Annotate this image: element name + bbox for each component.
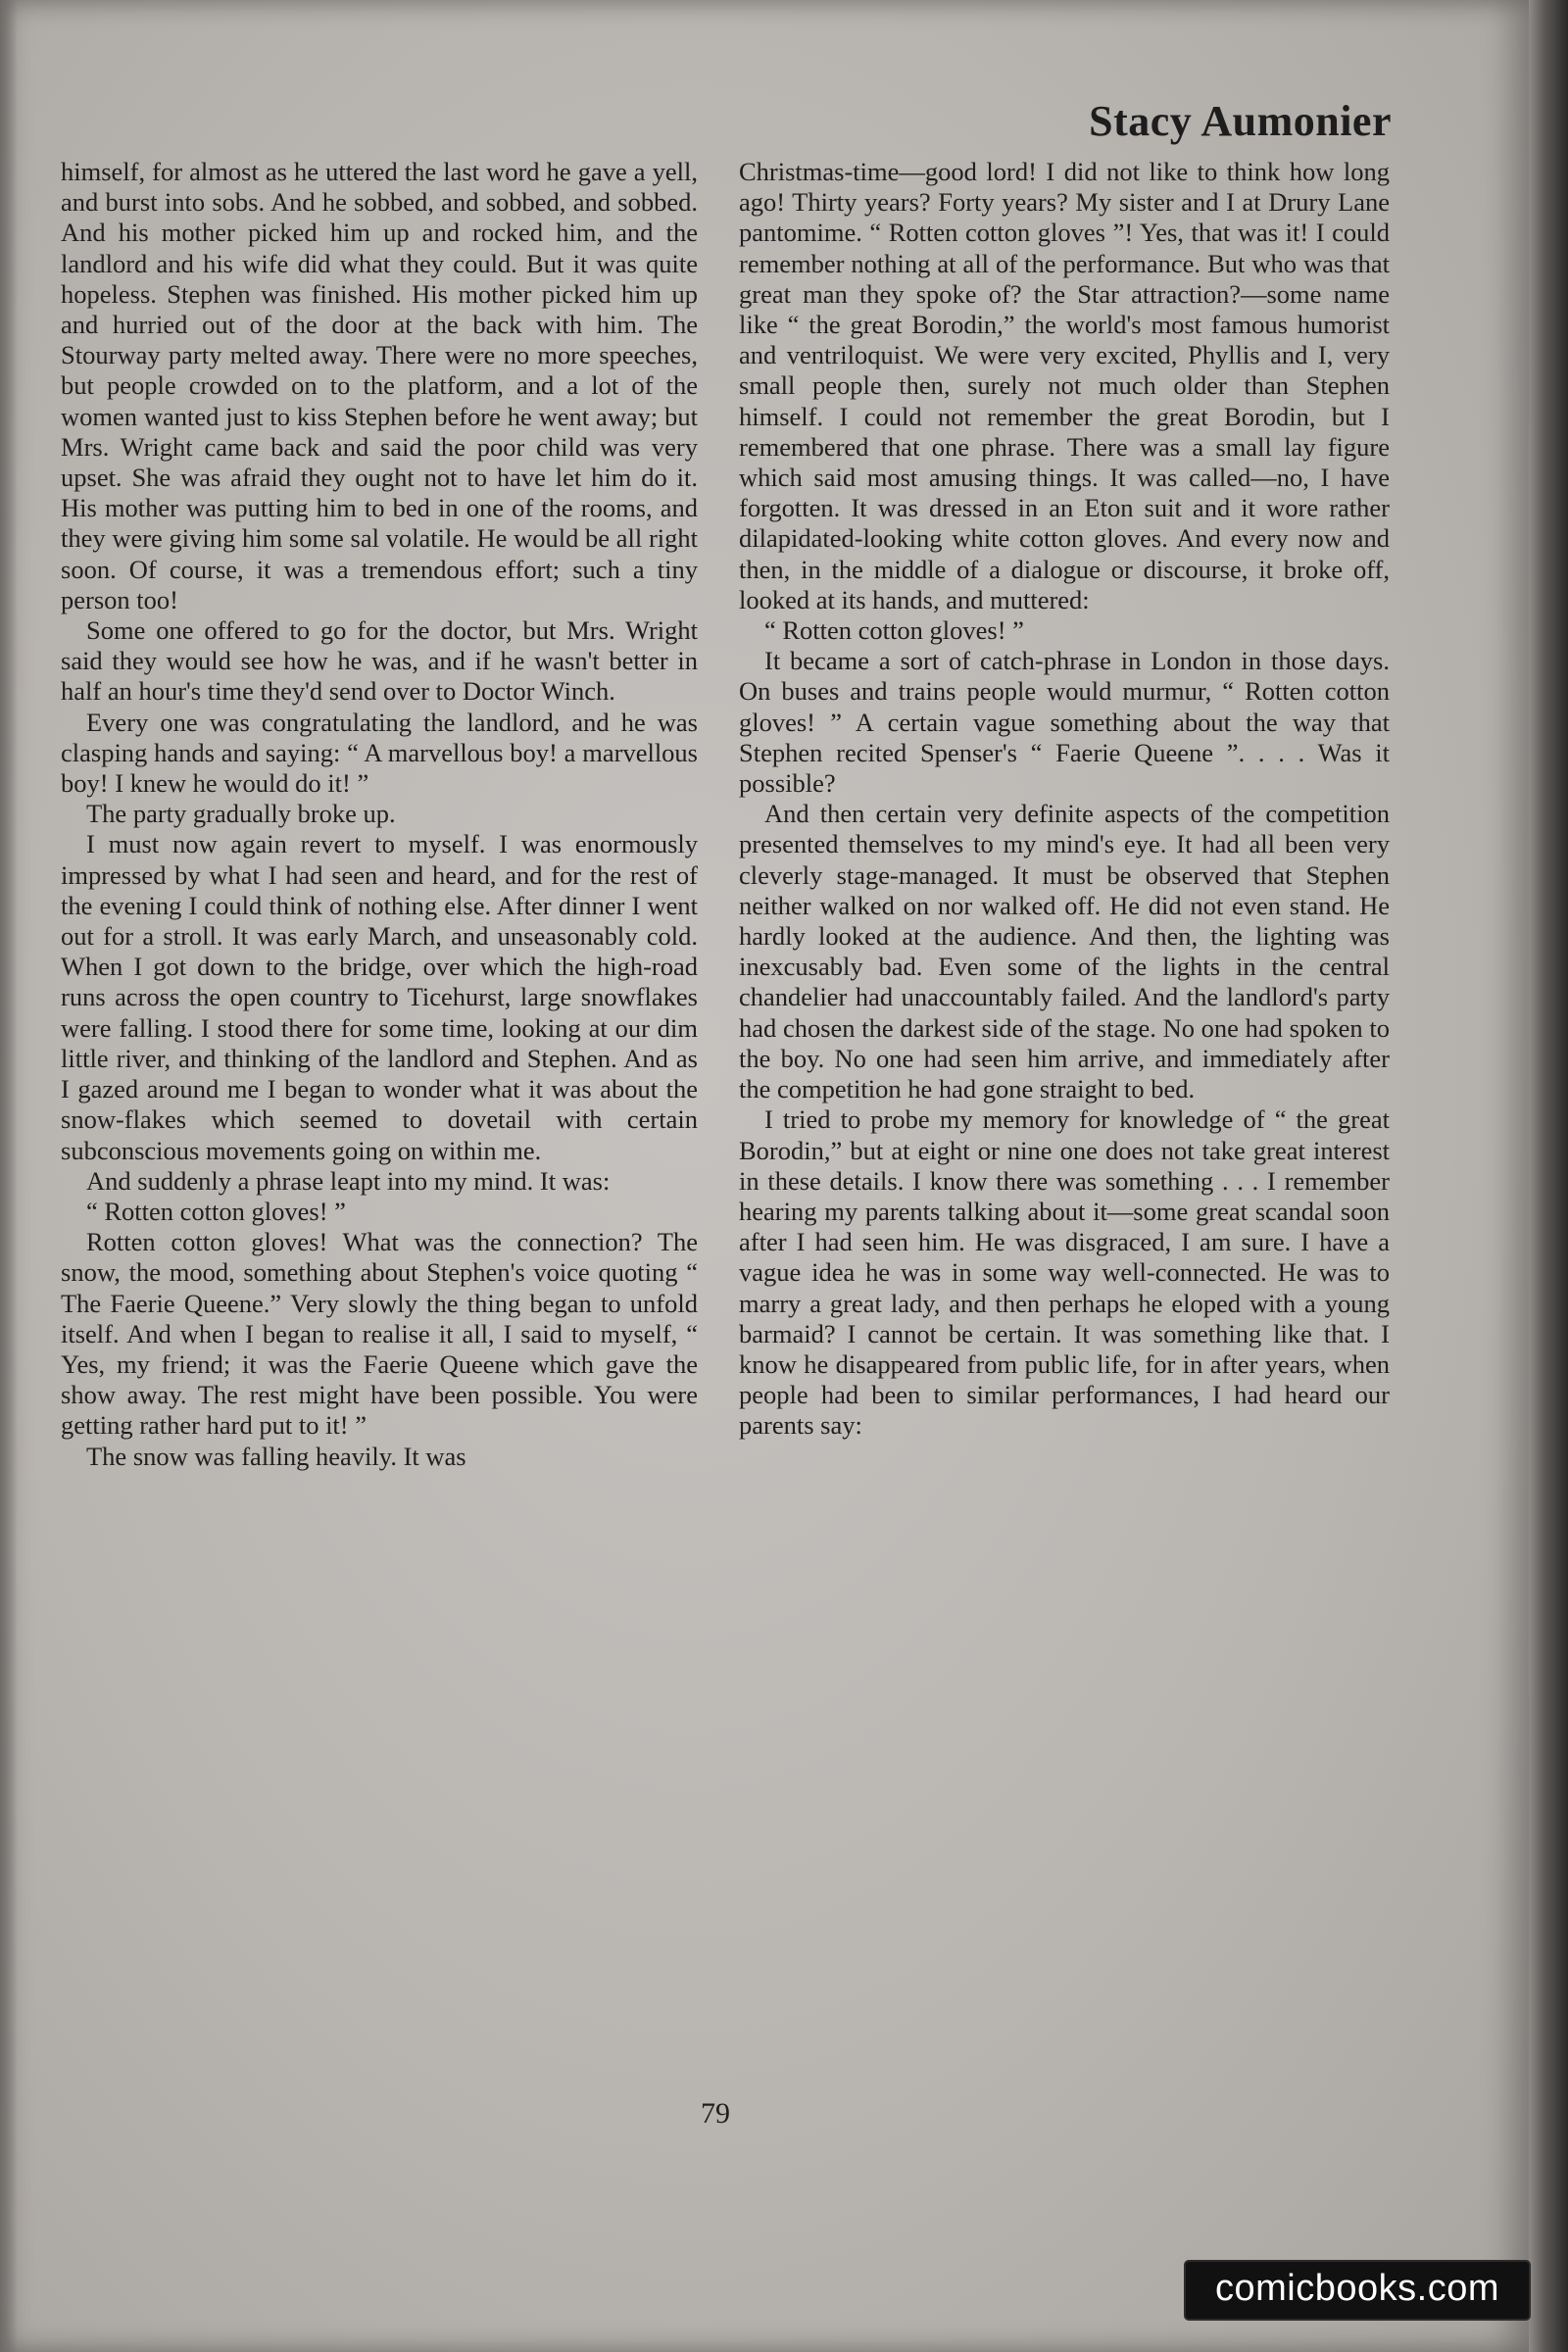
page-number: 79: [701, 2097, 730, 2130]
paragraph: And then certain very definite aspects of the competition presented themselves to my mind's eye. It had all been very cleverly stage-managed. It must be observed that Stephen neither walked on nor walked off. He did not even stand. He hardly looked at the audience. And then, the lighting was inexcusably bad. Even some of the lights in the central chandelier had unaccountably failed. And the landlord's party had chosen the darkest side of the stage. No one had spoken to the boy. No one had seen him arrive, and immediately after the competition he had gone straight to bed.: [739, 799, 1390, 1104]
watermark-badge: [1186, 2262, 1529, 2319]
text-column-right: [739, 157, 1390, 1442]
paragraph: The snow was falling heavily. It was: [86, 1441, 466, 1471]
page-edge: [1529, 0, 1568, 2352]
paragraph: Rotten cotton gloves! What was the connection? The snow, the mood, something about Stephen's voice quoting “ The Faerie Queene.” Very slowly the thing began to unfold itself. And when I began to realise it all, I said to myself, “ Yes, my friend; it was the Faerie Queene which gave the show away. The rest might have been possible. You were getting rather hard put to it! ”: [61, 1227, 698, 1441]
watermark-text: comicbooks.com: [1215, 2268, 1499, 2309]
paragraph: I must now again revert to myself. I was enormously impressed by what I had seen and heard, and for the rest of the evening I could think of nothing else. After dinner I went out for a stroll. It was early March, and unseasonably cold. When I got down to the bridge, over which the high-road runs across the open country to Ticehurst, large snowflakes were falling. I stood there for some time, looking at our dim little river, and thinking of the landlord and Stephen. And as I gazed around me I began to wonder what it was about the snow-flakes which seemed to dovetail with certain subconscious movements going on within me.: [61, 829, 698, 1165]
paragraph: “ Rotten cotton gloves! ”: [764, 615, 1024, 646]
binding-shadow: [0, 0, 18, 2352]
paragraph: It became a sort of catch-phrase in London in those days. On buses and trains people would murmur, “ Rotten cotton gloves! ” A certain vague something about the way that Stephen recited Spenser's “ Faerie Queene ”. . . . Was it possible?: [739, 646, 1390, 799]
paragraph: “ Rotten cotton gloves! ”: [86, 1196, 346, 1226]
paragraph: Every one was congratulating the landlord, and he was clasping hands and saying: “ A marvellous boy! a marvellous boy! I knew he would do it! ”: [61, 707, 698, 799]
paragraph: Some one offered to go for the doctor, but Mrs. Wright said they would see how he was, and if he wasn't better in half an hour's time they'd send over to Doctor Winch.: [61, 615, 698, 707]
paragraph: The party gradually broke up.: [86, 799, 396, 829]
paragraph: himself, for almost as he uttered the last word he gave a yell, and burst into sobs. And he sobbed, and sobbed, and sobbed. And his mother picked him up and rocked him, and the landlord and his wife did what they could. But it was quite hopeless. Stephen was finished. His mother picked him up and hurried out of the door at the back with him. The Stourway party melted away. There were no more speeches, but people crowded on to the platform, and a lot of the women wanted just to kiss Stephen before he went away; but Mrs. Wright came back and said the poor child was very upset. She was afraid they ought not to have let him do it. His mother was putting him to bed in one of the rooms, and they were giving him some sal volatile. He would be all right soon. Of course, it was a tremendous effort; such a tiny person too!: [61, 157, 698, 614]
paragraph: Christmas-time—good lord! I did not like to think how long ago! Thirty years? Forty years? My sister and I at Drury Lane pantomime. “ Rotten cotton gloves ”! Yes, that was it! I could remember nothing at all of the performance. But who was that great man they spoke of? the Star attraction?—some name like “ the great Borodin,” the world's most famous humorist and ventriloquist. We were very excited, Phyllis and I, very small people then, surely not much older than Stephen himself. I could not remember the great Borodin, but I remembered that one phrase. There was a small lay figure which said most amusing things. It was called—no, I have forgotten. It was dressed in an Eton suit and it wore rather dilapidated-looking white cotton gloves. And every now and then, in the middle of a dialogue or discourse, it broke off, looked at its hands, and muttered:: [739, 157, 1390, 614]
paragraph: I tried to probe my memory for knowledge of “ the great Borodin,” but at eight or nine one does not take great interest in these details. I know there was something . . . I remember hearing my parents talking about it—some great scandal soon after I had seen him. He was disgraced, I am sure. I have a vague idea he was in some way well-connected. He was to marry a great lady, and then perhaps he eloped with a young barmaid? I cannot be certain. It was something like that. I know he disappeared from public life, for in after years, when people had been to similar performances, I had heard our parents say:: [739, 1104, 1390, 1441]
paragraph: And suddenly a phrase leapt into my mind. It was:: [86, 1165, 611, 1196]
text-column-left: [61, 157, 698, 1472]
running-head-author: Stacy Aumonier: [1089, 97, 1392, 145]
